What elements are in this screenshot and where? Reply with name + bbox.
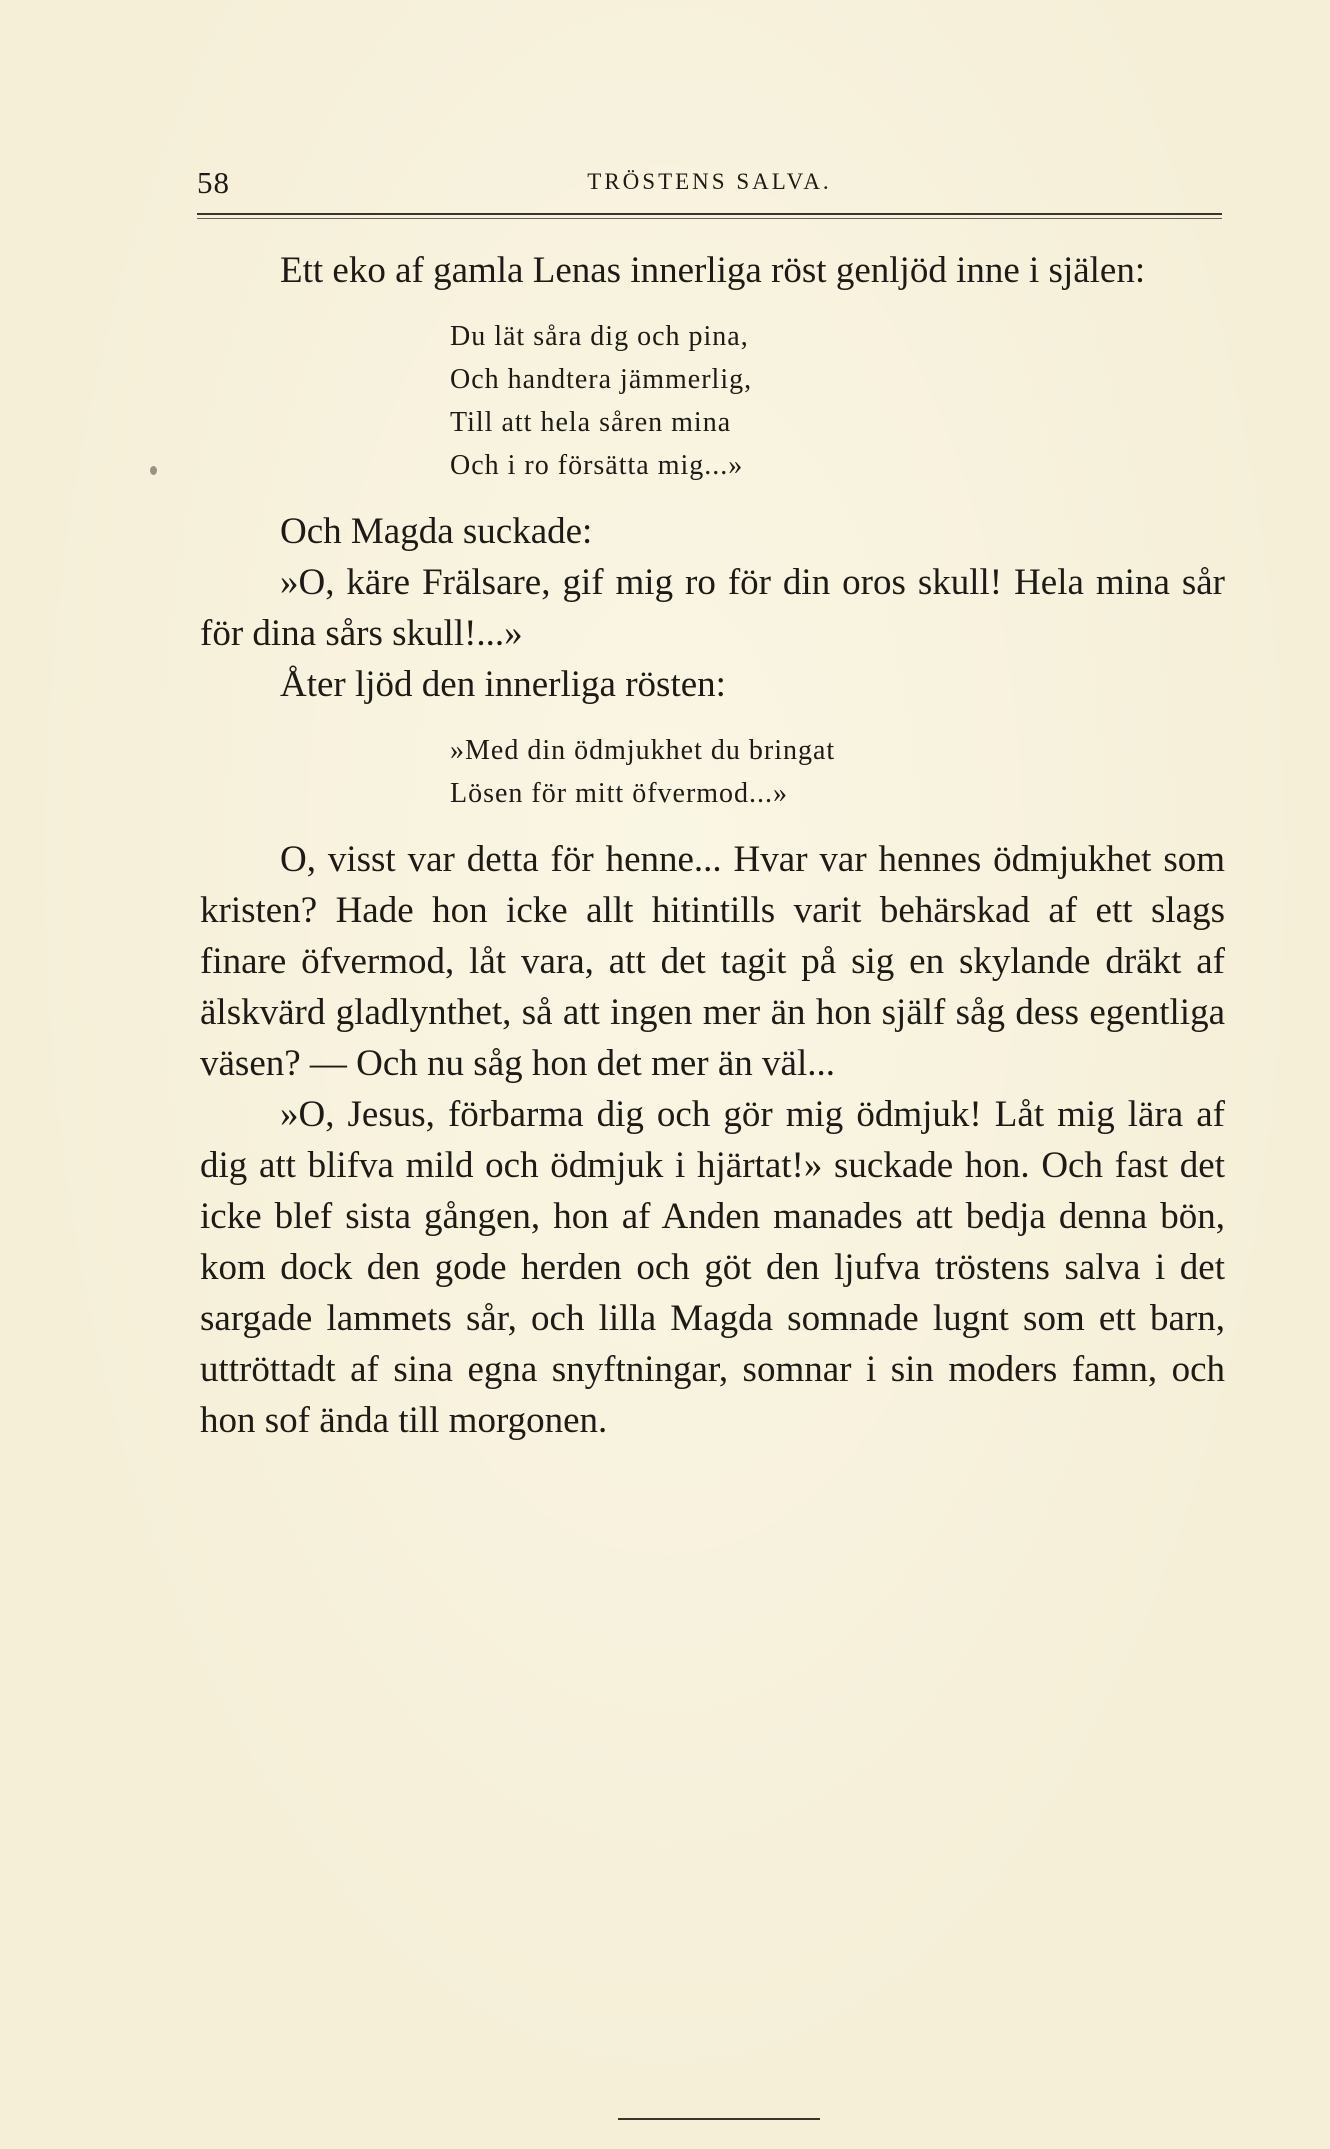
header-rule — [197, 213, 1222, 215]
ink-speck — [150, 466, 157, 475]
verse-line: »Med din ödmjukhet du bringat — [450, 735, 836, 766]
paragraph-1: Ett eko af gamla Lenas innerliga röst genljöd inne i själen: — [280, 250, 1146, 291]
verse-line: Du lät såra dig och pina, — [450, 321, 749, 352]
verse-line: Och handtera jämmerlig, — [450, 364, 753, 395]
paragraph-3: »O, käre Frälsare, gif mig ro för din oros skull! Hela mina sår för dina sårs skull!...» — [200, 562, 1225, 654]
verse-block-1 — [450, 315, 1225, 487]
paragraph-2: Och Magda suckade: — [280, 511, 593, 552]
page-header — [197, 165, 1222, 205]
verse-line: Lösen för mitt öfvermod...» — [450, 778, 789, 809]
paragraph-6: »O, Jesus, förbarma dig och gör mig ödmjuk! Låt mig lära af dig att blifva mild och ödmjuk i hjärtat!» suckade hon. Och fast det icke blef sista gången, hon af Anden manades att bedja denna bön, kom dock den gode herden och göt den ljufva tröstens salva i det sargade lammets sår, och lilla Magda somnade lugnt som ett barn, uttröttadt af sina egna snyftningar, somnar i sin moders famn, och hon sof ända till morgonen. — [200, 1094, 1225, 1441]
body-text — [200, 245, 1225, 1446]
running-title: TRÖSTENS SALVA. — [587, 169, 832, 194]
paragraph-4: Åter ljöd den innerliga rösten: — [280, 664, 726, 705]
end-rule — [618, 2118, 820, 2120]
header-rule-thin — [197, 218, 1222, 219]
verse-block-2 — [450, 729, 1225, 815]
paragraph-5: O, visst var detta för henne... Hvar var hennes ödmjukhet som kristen? Hade hon icke allt hitintills varit behärskad af ett slags finare öfvermod, låt vara, att det tagit på sig en skylande dräkt af älskvärd gladlynthet, så att ingen mer än hon själf såg dess egentliga väsen? — Och nu såg hon det mer än väl... — [200, 839, 1225, 1084]
verse-line: Och i ro försätta mig...» — [450, 450, 744, 481]
verse-line: Till att hela såren mina — [450, 407, 732, 438]
page-number: 58 — [197, 165, 230, 200]
